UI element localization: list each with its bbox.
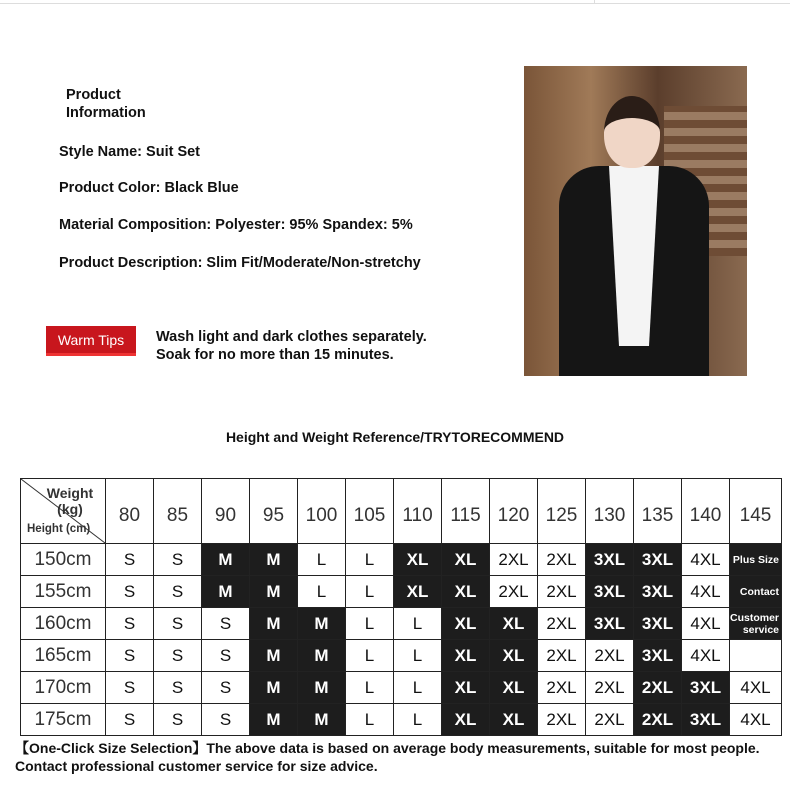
size-cell: M <box>250 704 298 736</box>
size-cell: 3XL <box>634 640 682 672</box>
height-cell: 150cm <box>21 544 106 576</box>
size-cell: XL <box>394 544 442 576</box>
tip-line: Soak for no more than 15 minutes. <box>156 347 394 363</box>
size-chart-table <box>20 478 782 736</box>
size-cell: 3XL <box>586 544 634 576</box>
weight-header: 110 <box>394 479 442 544</box>
height-cell: 160cm <box>21 608 106 640</box>
size-cell: M <box>250 640 298 672</box>
size-cell: M <box>298 672 346 704</box>
size-cell: 3XL <box>634 544 682 576</box>
size-cell: XL <box>490 672 538 704</box>
height-cell: 165cm <box>21 640 106 672</box>
size-cell: 4XL <box>730 672 782 704</box>
weight-header: 125 <box>538 479 586 544</box>
size-cell: M <box>250 672 298 704</box>
table-row <box>21 576 782 608</box>
size-table-title: Height and Weight Reference/TRYTORECOMMEND <box>225 429 565 445</box>
size-cell: S <box>202 672 250 704</box>
size-cell: 2XL <box>538 704 586 736</box>
note-line: 【One-Click Size Selection】The above data is based on average body measurements, suitable for most people. <box>15 740 760 756</box>
size-cell: L <box>298 576 346 608</box>
top-divider-vertical <box>594 0 595 4</box>
size-cell: 2XL <box>586 704 634 736</box>
size-cell: M <box>298 640 346 672</box>
size-cell: 2XL <box>538 544 586 576</box>
style-name: Style Name: Suit Set <box>59 144 201 160</box>
size-cell: M <box>202 576 250 608</box>
product-info-title: Product Information <box>66 87 146 121</box>
tip-line: Wash light and dark clothes separately. <box>156 329 427 345</box>
size-cell: L <box>346 704 394 736</box>
height-axis-label: Height (cm) <box>27 523 91 535</box>
size-cell: 2XL <box>490 576 538 608</box>
size-cell: XL <box>490 608 538 640</box>
size-cell: L <box>394 640 442 672</box>
size-cell: S <box>106 608 154 640</box>
size-cell: 3XL <box>586 576 634 608</box>
size-cell: 2XL <box>538 576 586 608</box>
size-cell: M <box>250 608 298 640</box>
material-composition: Material Composition: Polyester: 95% Spandex: 5% <box>59 217 413 233</box>
top-divider <box>0 3 790 4</box>
table-row <box>21 640 782 672</box>
size-cell: 4XL <box>730 704 782 736</box>
size-cell: 4XL <box>682 544 730 576</box>
size-cell: XL <box>442 608 490 640</box>
weight-header: 120 <box>490 479 538 544</box>
size-cell: Plus Size <box>730 544 782 576</box>
size-cell: 4XL <box>682 576 730 608</box>
size-cell: M <box>202 544 250 576</box>
size-cell: L <box>346 608 394 640</box>
size-cell: S <box>154 608 202 640</box>
size-cell: L <box>394 608 442 640</box>
size-cell: 3XL <box>634 608 682 640</box>
size-cell: 3XL <box>634 576 682 608</box>
size-cell: XL <box>442 544 490 576</box>
table-header-row <box>21 479 782 544</box>
weight-axis-label: Weight (kg) <box>46 485 94 517</box>
size-cell <box>730 640 782 672</box>
size-cell: S <box>202 608 250 640</box>
size-cell: Contact <box>730 576 782 608</box>
size-cell: S <box>154 704 202 736</box>
size-cell: XL <box>394 576 442 608</box>
weight-header: 135 <box>634 479 682 544</box>
size-cell: M <box>298 608 346 640</box>
size-cell: L <box>394 672 442 704</box>
size-cell: XL <box>442 704 490 736</box>
size-cell: XL <box>442 672 490 704</box>
size-cell: 2XL <box>634 672 682 704</box>
size-cell: L <box>346 640 394 672</box>
size-cell: 4XL <box>682 640 730 672</box>
product-description: Product Description: Slim Fit/Moderate/Non-stretchy <box>59 255 421 271</box>
size-cell: 4XL <box>682 608 730 640</box>
size-cell: 2XL <box>538 672 586 704</box>
height-cell: 155cm <box>21 576 106 608</box>
weight-header: 140 <box>682 479 730 544</box>
model-photo <box>524 66 747 376</box>
weight-header: 90 <box>202 479 250 544</box>
size-cell: S <box>202 640 250 672</box>
size-cell: S <box>154 672 202 704</box>
size-cell: L <box>346 576 394 608</box>
weight-header: 95 <box>250 479 298 544</box>
note-line: Contact professional customer service for size advice. <box>15 758 378 774</box>
size-cell: S <box>106 704 154 736</box>
size-cell: M <box>298 704 346 736</box>
weight-header: 100 <box>298 479 346 544</box>
size-cell: S <box>154 544 202 576</box>
size-cell: S <box>106 544 154 576</box>
size-cell: XL <box>490 640 538 672</box>
size-cell: 2XL <box>586 672 634 704</box>
size-cell: S <box>106 640 154 672</box>
warm-tips-text <box>156 328 427 364</box>
size-cell: M <box>250 544 298 576</box>
size-cell: 2XL <box>634 704 682 736</box>
size-cell: S <box>106 576 154 608</box>
height-cell: 170cm <box>21 672 106 704</box>
size-cell: 2XL <box>490 544 538 576</box>
size-cell: L <box>346 544 394 576</box>
table-corner-cell <box>21 479 106 544</box>
weight-header: 130 <box>586 479 634 544</box>
size-cell: 3XL <box>682 672 730 704</box>
warm-tips-badge: Warm Tips <box>46 326 136 356</box>
size-cell: 3XL <box>682 704 730 736</box>
size-cell: S <box>154 640 202 672</box>
size-cell: L <box>394 704 442 736</box>
size-cell: L <box>346 672 394 704</box>
size-cell: S <box>202 704 250 736</box>
size-cell: S <box>106 672 154 704</box>
product-color: Product Color: Black Blue <box>59 180 239 196</box>
size-cell: M <box>250 576 298 608</box>
size-cell: 2XL <box>586 640 634 672</box>
size-cell: 3XL <box>586 608 634 640</box>
height-cell: 175cm <box>21 704 106 736</box>
size-cell: XL <box>442 640 490 672</box>
size-cell: L <box>298 544 346 576</box>
size-cell: XL <box>442 576 490 608</box>
size-advice-note <box>15 739 785 775</box>
size-cell: 2XL <box>538 640 586 672</box>
weight-header: 85 <box>154 479 202 544</box>
weight-header: 115 <box>442 479 490 544</box>
size-cell: Customer service <box>730 608 782 640</box>
size-cell: S <box>154 576 202 608</box>
table-row <box>21 608 782 640</box>
weight-header: 105 <box>346 479 394 544</box>
table-row <box>21 544 782 576</box>
weight-header: 80 <box>106 479 154 544</box>
weight-header: 145 <box>730 479 782 544</box>
table-row <box>21 672 782 704</box>
size-cell: 2XL <box>538 608 586 640</box>
table-row <box>21 704 782 736</box>
size-cell: XL <box>490 704 538 736</box>
